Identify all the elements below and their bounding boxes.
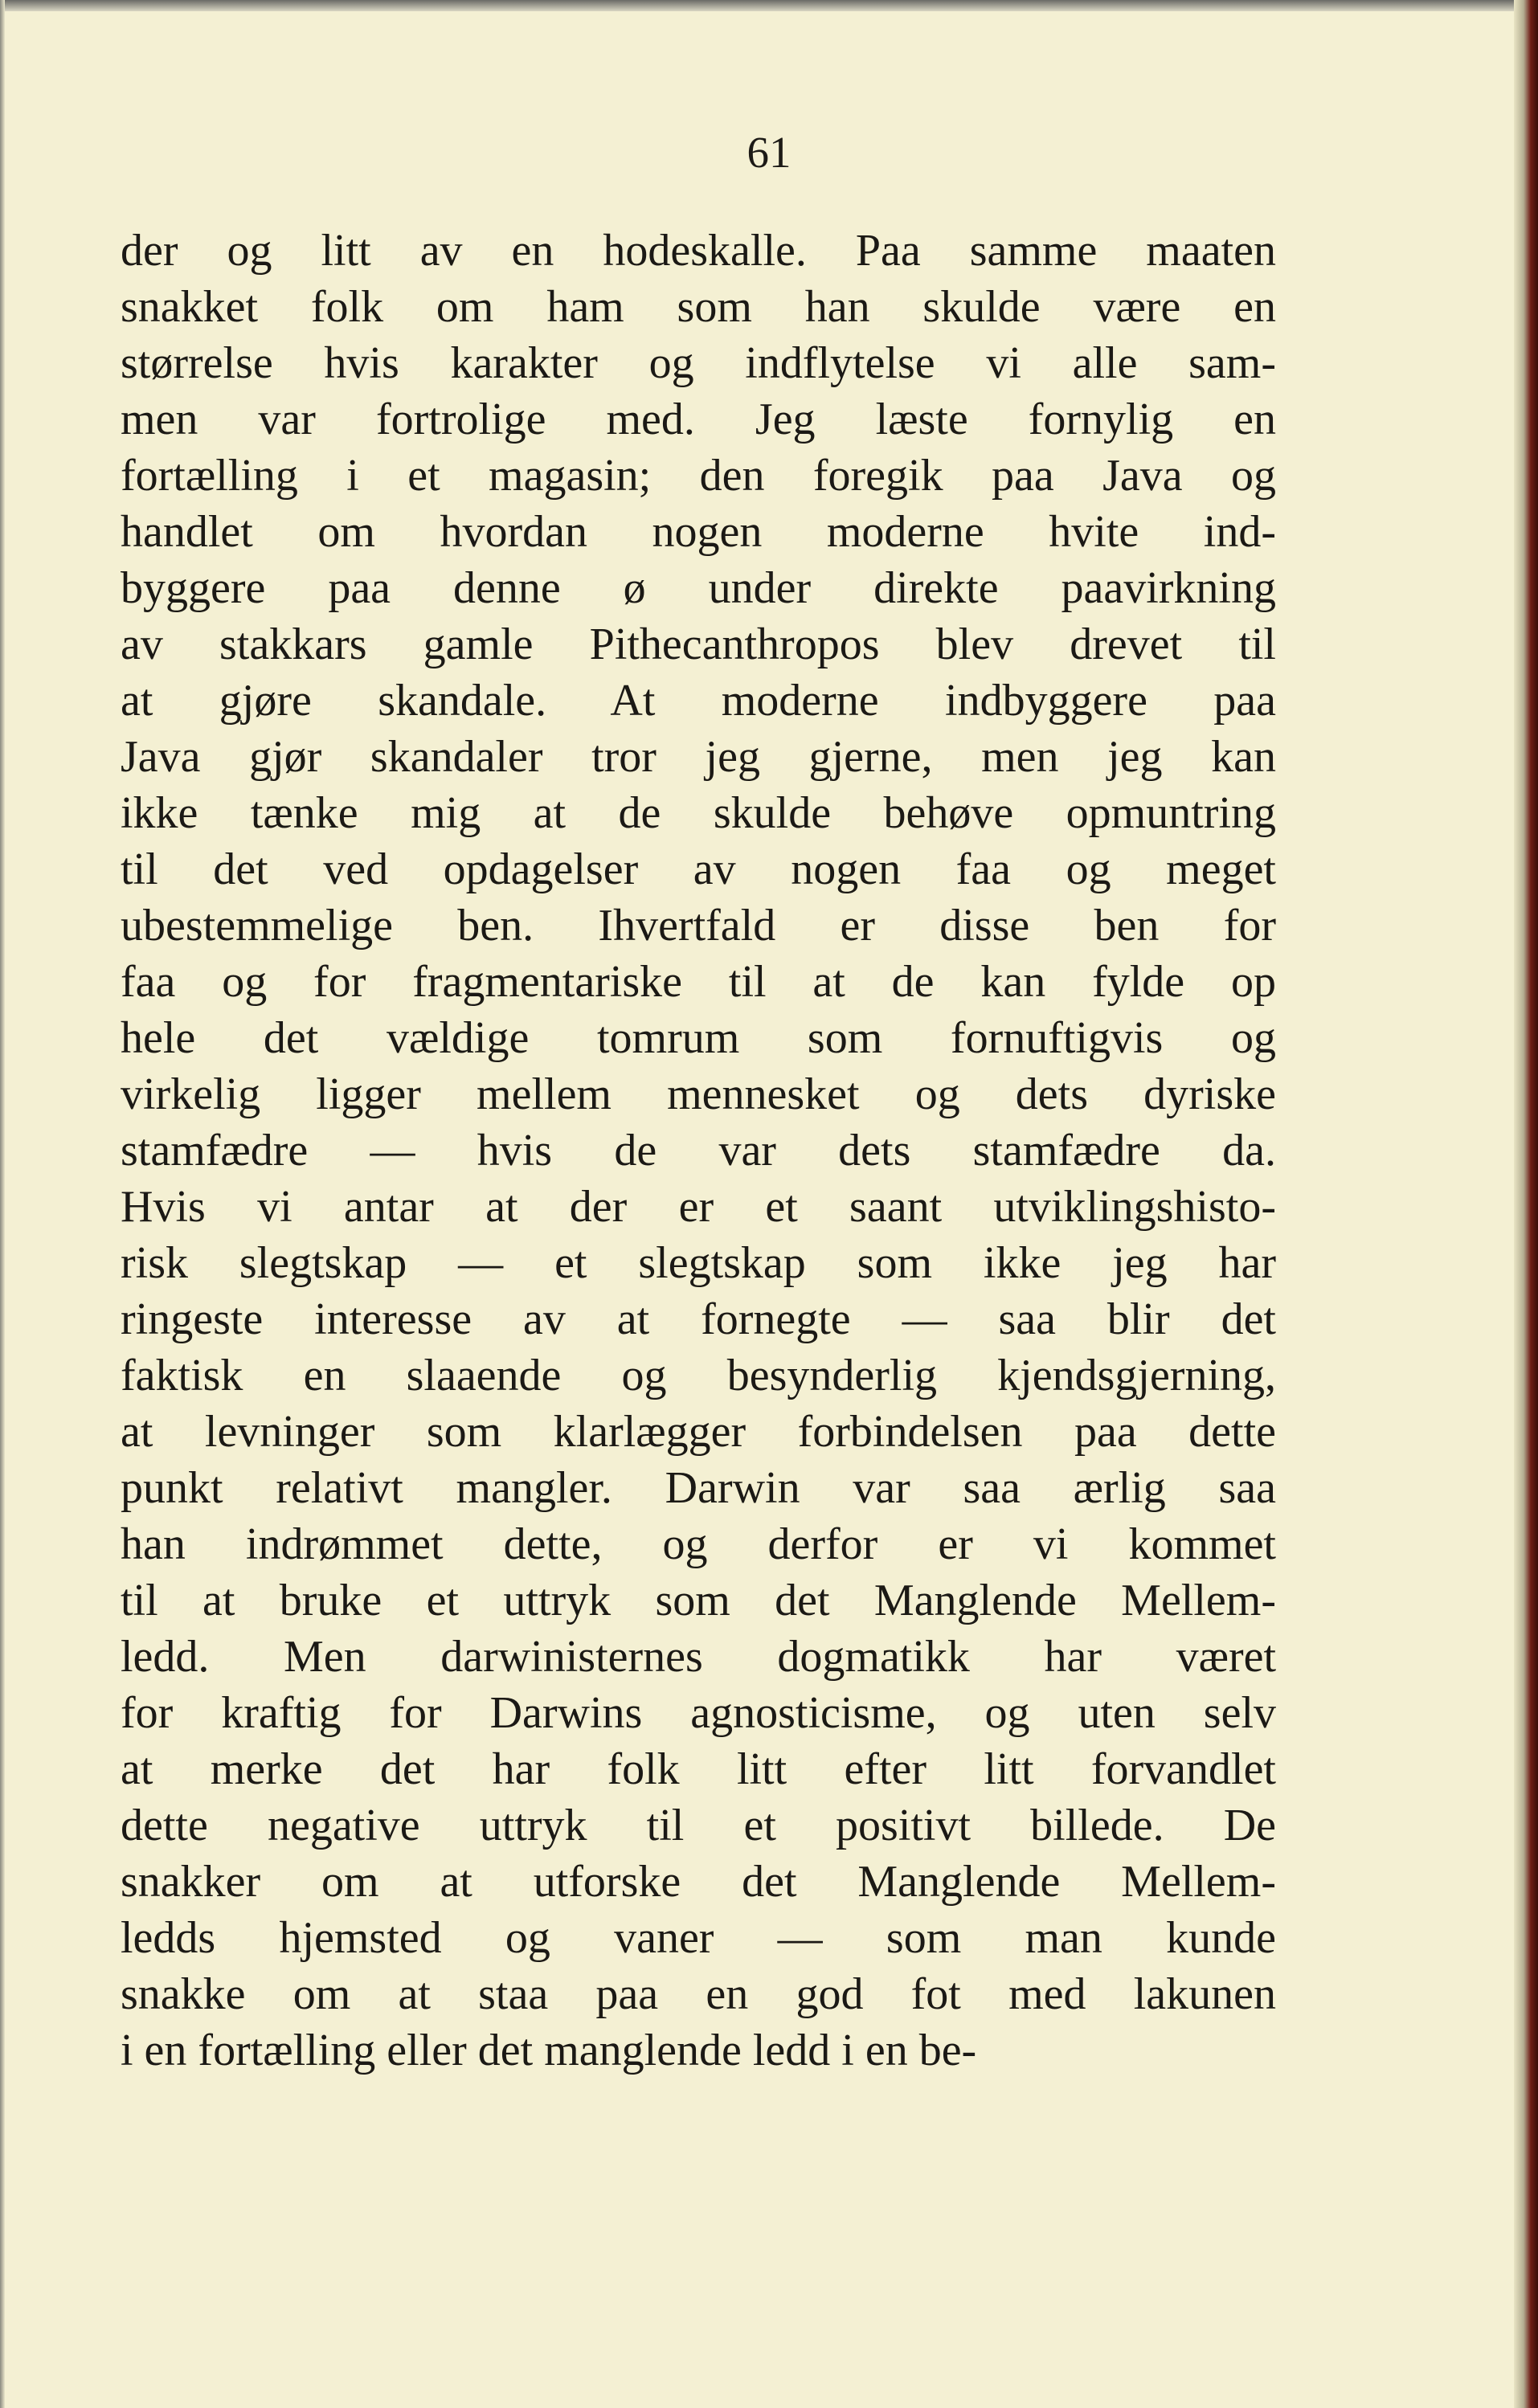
text-line: fortælling i et magasin; den foregik paa Java og <box>121 451 1276 501</box>
text-line: at gjøre skandale. At moderne indbyggere paa <box>121 676 1276 726</box>
text-line: Java gjør skandaler tror jeg gjerne, men jeg kan <box>121 732 1276 782</box>
text-line: punkt relativt mangler. Darwin var saa ærlig saa <box>121 1463 1276 1513</box>
text-line: ringeste interesse av at fornegte — saa blir det <box>121 1294 1276 1344</box>
scan-top-edge <box>0 0 1538 11</box>
text-line: for kraftig for Darwins agnosticisme, og uten selv <box>121 1688 1276 1738</box>
page-number: 61 <box>747 128 791 177</box>
text-line: snakker om at utforske det Manglende Mellem- <box>121 1857 1276 1907</box>
text-line: handlet om hvordan nogen moderne hvite ind- <box>121 507 1276 557</box>
text-line: faa og for fragmentariske til at de kan fylde op <box>121 957 1276 1007</box>
text-line: at merke det har folk litt efter litt forvandlet <box>121 1744 1276 1794</box>
scan-right-edge <box>1514 0 1538 2408</box>
text-line: hele det vældige tomrum som fornuftigvis og <box>121 1013 1276 1063</box>
text-line: ubestemmelige ben. Ihvertfald er disse ben for <box>121 901 1276 951</box>
text-line: ledds hjemsted og vaner — som man kunde <box>121 1913 1276 1963</box>
text-line: størrelse hvis karakter og indflytelse vi alle sam- <box>121 338 1276 388</box>
text-line: til at bruke et uttryk som det Manglende Mellem- <box>121 1576 1276 1625</box>
text-line: ikke tænke mig at de skulde behøve opmuntring <box>121 788 1276 838</box>
text-line: faktisk en slaaende og besynderlig kjendsgjerning, <box>121 1351 1276 1400</box>
text-line: Hvis vi antar at der er et saant utviklingshisto- <box>121 1182 1276 1232</box>
text-line: risk slegtskap — et slegtskap som ikke jeg har <box>121 1238 1276 1288</box>
text-line: til det ved opdagelser av nogen faa og meget <box>121 844 1276 894</box>
text-line: snakket folk om ham som han skulde være en <box>121 282 1276 332</box>
text-line: at levninger som klarlægger forbindelsen paa dette <box>121 1407 1276 1457</box>
text-line: ledd. Men darwinisternes dogmatikk har været <box>121 1632 1276 1682</box>
text-line: byggere paa denne ø under direkte paavirkning <box>121 563 1276 613</box>
body-text <box>121 223 1276 2079</box>
text-line: der og litt av en hodeskalle. Paa samme maaten <box>121 226 1276 276</box>
text-line: av stakkars gamle Pithecanthropos blev drevet til <box>121 619 1276 669</box>
text-line: virkelig ligger mellem mennesket og dets dyriske <box>121 1069 1276 1119</box>
text-line: i en fortælling eller det manglende ledd i en be- <box>121 2026 977 2075</box>
text-line: han indrømmet dette, og derfor er vi kommet <box>121 1519 1276 1569</box>
text-line: stamfædre — hvis de var dets stamfædre da. <box>121 1126 1276 1175</box>
text-line: men var fortrolige med. Jeg læste fornylig en <box>121 395 1276 444</box>
text-line: snakke om at staa paa en god fot med lakunen <box>121 1969 1276 2019</box>
scan-left-edge <box>0 0 5 2408</box>
text-line: dette negative uttryk til et positivt billede. De <box>121 1801 1276 1850</box>
